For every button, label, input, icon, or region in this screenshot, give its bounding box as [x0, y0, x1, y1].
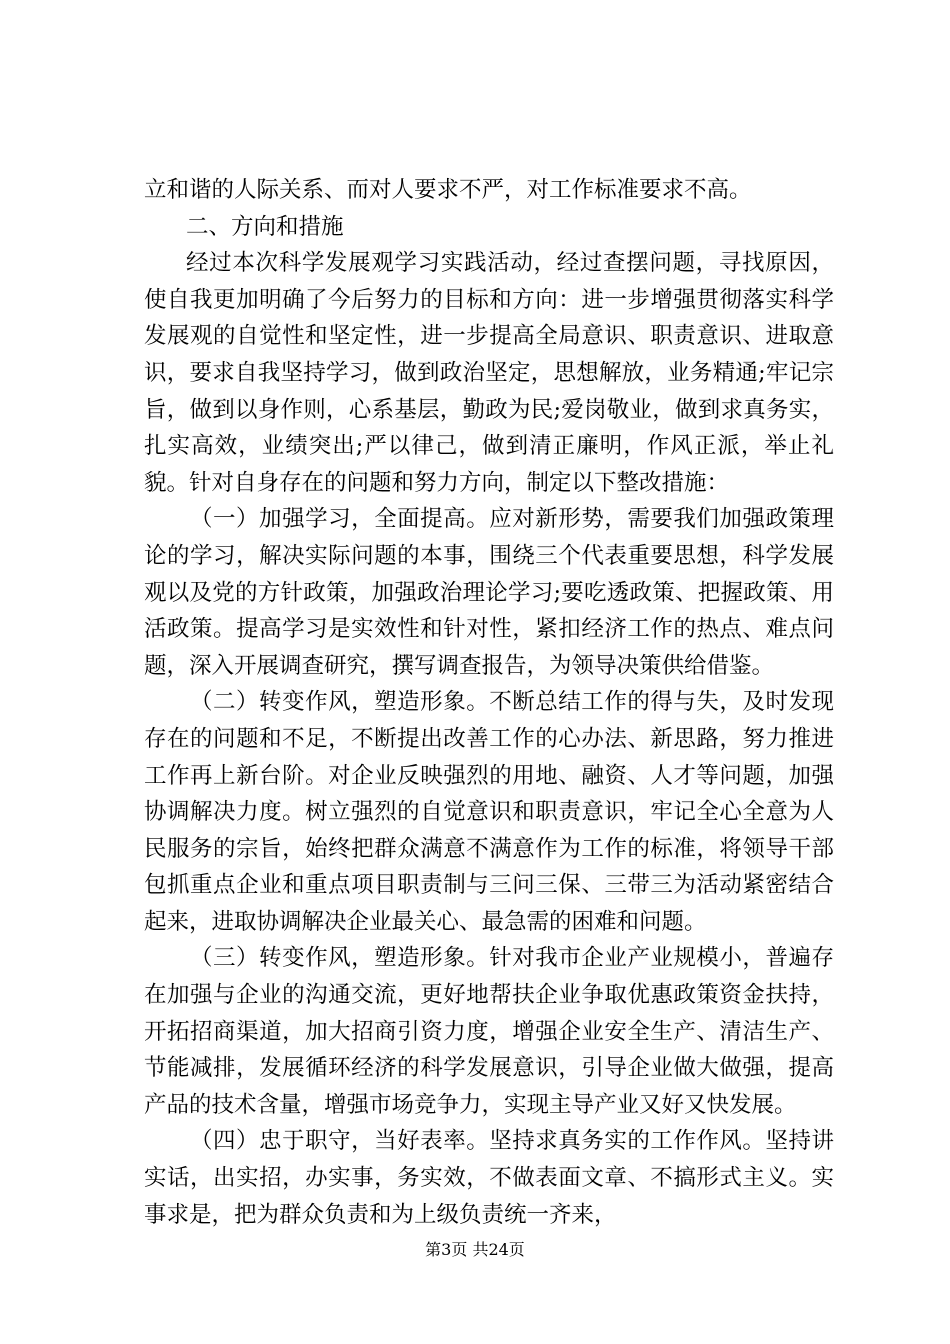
- section-heading: 二、方向和措施: [186, 213, 344, 240]
- paragraph-intro: 经过本次科学发展观学习实践活动，经过查摆问题，寻找原因，使自我更加明确了今后努力的目标和方向：进一步增强贯彻落实科学发展观的自觉性和坚定性，进一步提高全局意识、职责意识、进取意识，要求自我坚持学习，做到政治坚定，思想解放，业务精通;牢记宗旨，做到以身作则，心系基层，勤政为民;爱岗敬业，做到求真务实，扎实高效，业绩突出;严以律己，做到清正廉明，作风正派，举止礼貌。针对自身存在的问题和努力方向，制定以下整改措施：: [144, 250, 834, 496]
- paragraph-continuation: 立和谐的人际关系、而对人要求不严，对工作标准要求不高。: [144, 177, 752, 203]
- document-body: [144, 172, 834, 1233]
- paragraph-measure-1: （一）加强学习，全面提高。应对新形势，需要我们加强政策理论的学习，解决实际问题的本事，围绕三个代表重要思想，科学发展观以及党的方针政策，加强政治理论学习;要吃透政策、把握政策、用活政策。提高学习是实效性和针对性，紧扣经济工作的热点、难点问题，深入开展调查研究，撰写调查报告，为领导决策供给借鉴。: [144, 506, 834, 679]
- paragraph-measure-2: （二）转变作风，塑造形象。不断总结工作的得与失，及时发现存在的问题和不足，不断提出改善工作的心办法、新思路，努力推进工作再上新台阶。对企业反映强烈的用地、融资、人才等问题，加强协调解决力度。树立强烈的自觉意识和职责意识，牢记全心全意为人民服务的宗旨，始终把群众满意不满意作为工作的标准，将领导干部包抓重点企业和重点项目职责制与三问三保、三带三为活动紧密结合起来，进取协调解决企业最关心、最急需的困难和问题。: [144, 689, 834, 935]
- page-number-footer: 第3页 共24页: [425, 1240, 525, 1259]
- paragraph-measure-3: （三）转变作风，塑造形象。针对我市企业产业规模小，普遍存在加强与企业的沟通交流，更好地帮扶企业争取优惠政策资金扶持，开拓招商渠道，加大招商引资力度，增强企业安全生产、清洁生产、节能减排，发展循环经济的科学发展意识，引导企业做大做强，提高产品的技术含量，增强市场竞争力，实现主导产业又好又快发展。: [144, 945, 834, 1118]
- paragraph-measure-4: （四）忠于职守，当好表率。坚持求真务实的工作作风。坚持讲实话，出实招，办实事，务实效，不做表面文章、不搞形式主义。实事求是，把为群众负责和为上级负责统一齐来，: [144, 1128, 834, 1228]
